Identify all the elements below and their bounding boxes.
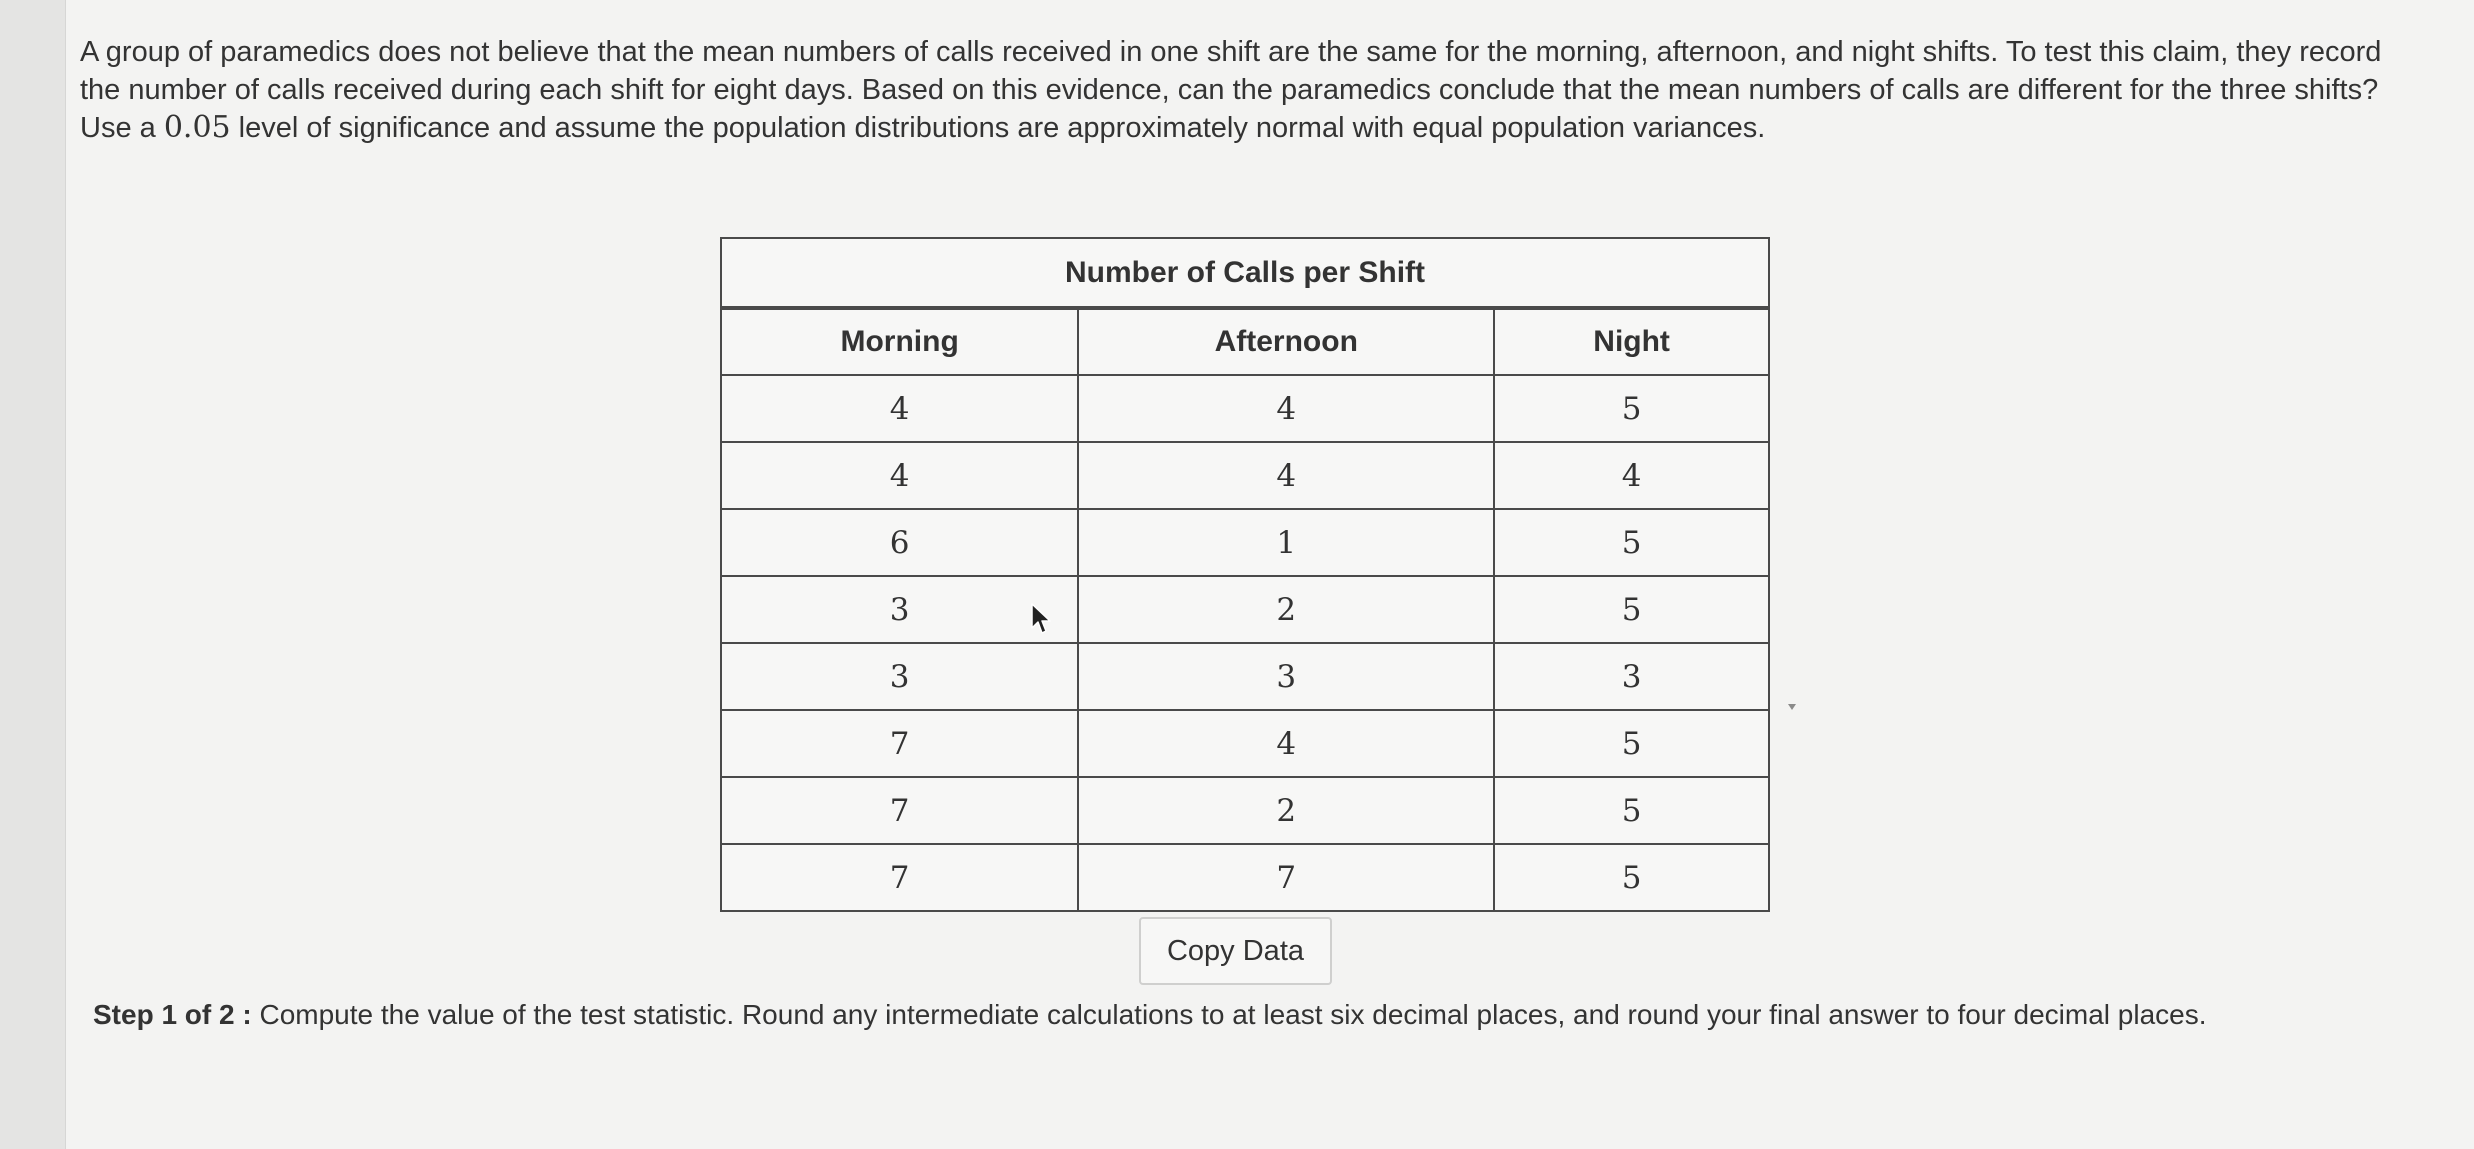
step-instructions xyxy=(93,996,2383,1033)
significance-level: 0.05 xyxy=(163,110,231,145)
table-cell: 5 xyxy=(1494,375,1769,442)
problem-text-after: level of significance and assume the population distributions are approximately normal with equal population variances. xyxy=(230,112,1766,144)
table-row xyxy=(721,643,1769,710)
table-cell: 7 xyxy=(721,710,1078,777)
problem-text-before: A group of paramedics does not believe that the mean numbers of calls received in one shift are the same for the morning, afternoon, and night shifts. To test this claim, they record the number of calls received during each shift for eight days. Based on this evidence, can the paramedics conclude that the mean numbers of calls are different for the three shifts? Use a xyxy=(80,36,2382,144)
table-cell: 7 xyxy=(721,844,1078,911)
table-cell: 2 xyxy=(1078,777,1494,844)
table-cell: 5 xyxy=(1494,844,1769,911)
table-cell: 3 xyxy=(721,576,1078,643)
column-header-night: Night xyxy=(1494,308,1769,375)
table-cell: 6 xyxy=(721,509,1078,576)
data-table-container xyxy=(720,237,1770,912)
table-row xyxy=(721,710,1769,777)
table-row xyxy=(721,576,1769,643)
table-cell: 5 xyxy=(1494,576,1769,643)
table-cell: 1 xyxy=(1078,509,1494,576)
table-row xyxy=(721,777,1769,844)
step-label: Step 1 of 2 : xyxy=(93,999,252,1030)
column-header-morning: Morning xyxy=(721,308,1078,375)
table-cell: 4 xyxy=(1078,710,1494,777)
table-cell: 4 xyxy=(1078,442,1494,509)
table-cell: 5 xyxy=(1494,777,1769,844)
table-cell: 4 xyxy=(721,442,1078,509)
mouse-pointer-icon xyxy=(1030,602,1054,636)
table-cell: 5 xyxy=(1494,509,1769,576)
problem-statement xyxy=(80,33,2420,147)
table-caption-row xyxy=(721,238,1769,308)
table-cell: 7 xyxy=(1078,844,1494,911)
copy-data-button[interactable]: Copy Data xyxy=(1139,917,1332,985)
table-caption: Number of Calls per Shift xyxy=(721,238,1769,308)
table-cell: 4 xyxy=(1078,375,1494,442)
table-cell: 2 xyxy=(1078,576,1494,643)
table-row xyxy=(721,509,1769,576)
table-header-row xyxy=(721,308,1769,375)
step-description: Compute the value of the test statistic. Round any intermediate calculations to at least six decimal places, and round your final answer to four decimal places. xyxy=(251,999,2207,1030)
table-cell: 3 xyxy=(721,643,1078,710)
table-cell: 4 xyxy=(721,375,1078,442)
table-cell: 5 xyxy=(1494,710,1769,777)
table-cell: 3 xyxy=(1078,643,1494,710)
table-cell: 4 xyxy=(1494,442,1769,509)
table-row xyxy=(721,442,1769,509)
dropdown-marker-icon xyxy=(1787,702,1797,712)
table-row xyxy=(721,375,1769,442)
table-cell: 7 xyxy=(721,777,1078,844)
table-row xyxy=(721,844,1769,911)
table-cell: 3 xyxy=(1494,643,1769,710)
column-header-afternoon: Afternoon xyxy=(1078,308,1494,375)
calls-per-shift-table xyxy=(720,237,1770,912)
